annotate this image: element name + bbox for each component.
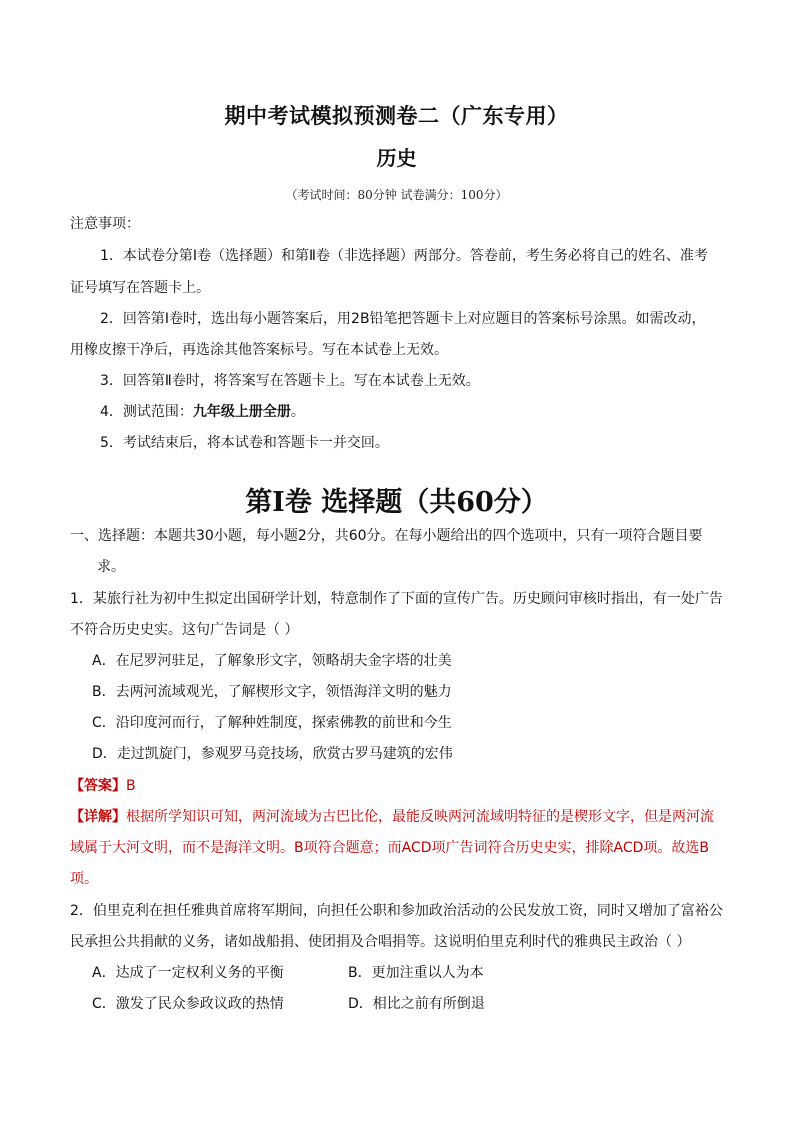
q2-stem-line-2: 民承担公共捐献的义务，诸如战船捐、使团捐及合唱捐等。这说明伯里克利时代的雅典民主政治（ ） [70,934,691,950]
note-2-line-2: 用橡皮擦干净后，再选涂其他答案标号。写在本试卷上无效。 [70,342,448,358]
q1-answer-tag: 【答案】 [70,778,126,794]
q1-stem-line-1: 1．某旅行社为初中生拟定出国研学计划，特意制作了下面的宣传广告。历史顾问审核时指出，有一处广告 [70,591,723,607]
q1-detail-line-1 [70,807,714,827]
notes-heading: 注意事项： [70,216,140,232]
section-instr-line-2: 求。 [97,559,125,575]
q1-option-c: C．沿印度河而行，了解种姓制度，探索佛教的前世和今生 [92,715,452,731]
q1-option-b: B．去两河流域观光，了解楔形文字，领悟海洋文明的魅力 [92,684,452,700]
q2-option-b: B．更加注重以人为本 [348,965,484,981]
q2-stem-line-1: 2．伯里克利在担任雅典首席将军期间，向担任公职和参加政治活动的公民发放工资，同时又增加了富裕公 [70,903,723,919]
subject-title: 历史 [376,146,417,170]
note-4-prefix: 4．测试范围： [100,404,193,420]
note-2-line-1: 2．回答第Ⅰ卷时，选出每小题答案后，用2B铅笔把答题卡上对应题目的答案标号涂黑。如需改动， [100,311,706,327]
q1-detail-tag: 【详解】 [70,809,126,825]
q1-stem-line-2: 不符合历史史实。这句广告词是（ ） [70,622,299,638]
q2-option-c: C．激发了民众参政议政的热情 [92,996,284,1012]
section-instr-line-1: 一、选择题：本题共30小题，每小题2分，共60分。在每小题给出的四个选项中，只有一项符合题目要 [70,528,703,544]
q1-detail-line-2: 域属于大河文明，而不是海洋文明。B项符合题意；而ACD项广告词符合历史史实，排除ACD项。故选B [70,840,709,856]
note-4-scope: 九年级上册全册 [192,404,291,420]
q2-option-a: A．达成了一定权利义务的平衡 [92,965,284,981]
q1-answer [70,776,136,796]
q1-detail-text-1: 根据所学知识可知，两河流域为古巴比伦，最能反映两河流域明特征的是楔形文字，但是两河流 [126,809,714,825]
note-5: 5．考试结束后，将本试卷和答题卡一并交回。 [100,435,389,451]
q1-answer-value: B [126,778,136,794]
note-1-line-1: 1．本试卷分第Ⅰ卷（选择题）和第Ⅱ卷（非选择题）两部分。答卷前，考生务必将自己的姓名、准考 [100,248,708,264]
note-4 [100,402,305,422]
q2-option-d: D．相比之前有所倒退 [348,996,485,1012]
section-title: 第Ⅰ卷 选择题（共60分） [245,487,548,518]
note-4-suffix: 。 [290,404,305,420]
q1-option-d: D．走过凯旋门，参观罗马竞技场，欣赏古罗马建筑的宏伟 [92,746,453,762]
exam-meta: （考试时间：80分钟 试卷满分：100分） [285,188,508,202]
page-title: 期中考试模拟预测卷二（广东专用） [224,103,569,128]
note-1-line-2: 证号填写在答题卡上。 [70,280,210,296]
q1-detail-line-3: 项。 [70,871,98,887]
note-3: 3．回答第Ⅱ卷时，将答案写在答题卡上。写在本试卷上无效。 [100,373,480,389]
q1-option-a: A．在尼罗河驻足，了解象形文字，领略胡夫金字塔的壮美 [92,653,452,669]
